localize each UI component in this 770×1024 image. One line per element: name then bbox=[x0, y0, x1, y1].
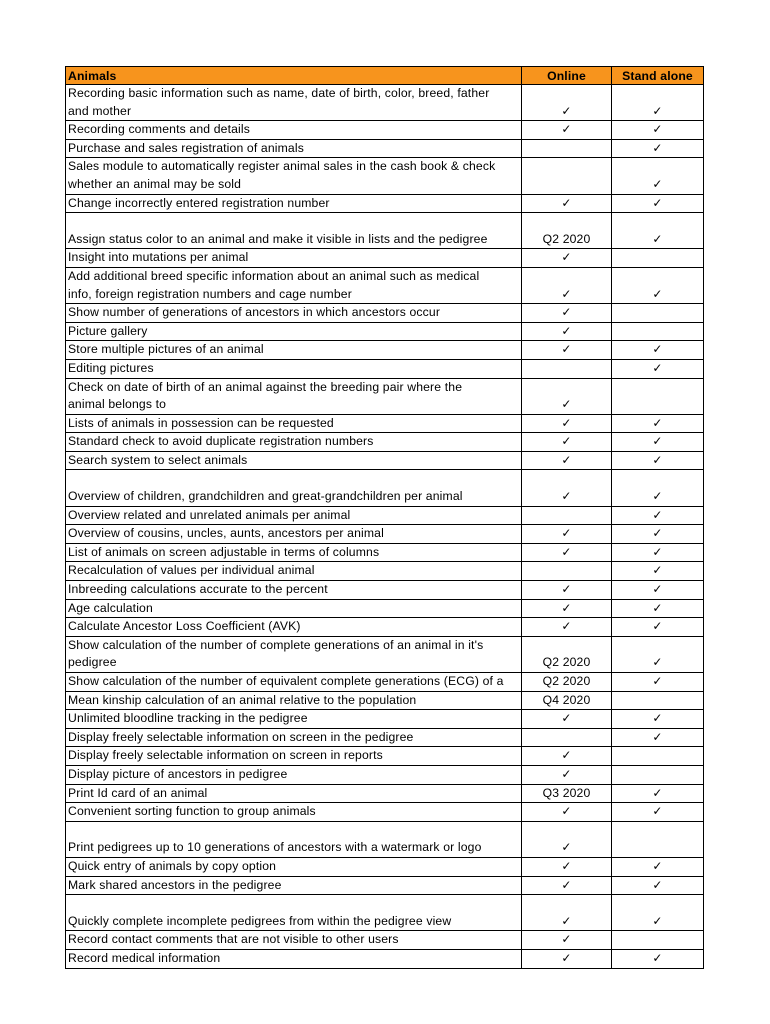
feature-cell: Inbreeding calculations accurate to the percent bbox=[66, 581, 522, 600]
table-row bbox=[66, 710, 704, 729]
online-cell: ✓ bbox=[522, 618, 612, 637]
standalone-cell: ✓ bbox=[612, 341, 704, 360]
table-row bbox=[66, 765, 704, 784]
online-cell: ✓ bbox=[522, 599, 612, 618]
online-cell: Q3 2020 bbox=[522, 784, 612, 803]
table-row bbox=[66, 414, 704, 433]
table-row bbox=[66, 949, 704, 968]
online-cell bbox=[522, 158, 612, 194]
table-row bbox=[66, 378, 704, 414]
header-row bbox=[66, 67, 704, 85]
feature-cell: Show number of generations of ancestors in which ancestors occur bbox=[66, 304, 522, 323]
standalone-cell: ✓ bbox=[612, 857, 704, 876]
standalone-cell: ✓ bbox=[612, 599, 704, 618]
standalone-cell: ✓ bbox=[612, 895, 704, 931]
feature-cell: Print Id card of an animal bbox=[66, 784, 522, 803]
feature-cell: Mark shared ancestors in the pedigree bbox=[66, 876, 522, 895]
table-row bbox=[66, 618, 704, 637]
standalone-cell: ✓ bbox=[612, 85, 704, 121]
standalone-cell: ✓ bbox=[612, 562, 704, 581]
table-row bbox=[66, 821, 704, 857]
table-row bbox=[66, 895, 704, 931]
standalone-cell: ✓ bbox=[612, 784, 704, 803]
online-cell: ✓ bbox=[522, 414, 612, 433]
feature-cell: Picture gallery bbox=[66, 322, 522, 341]
standalone-cell bbox=[612, 378, 704, 414]
online-cell: ✓ bbox=[522, 765, 612, 784]
online-cell bbox=[522, 139, 612, 158]
online-cell: ✓ bbox=[522, 821, 612, 857]
online-cell: ✓ bbox=[522, 931, 612, 950]
header-standalone: Stand alone bbox=[612, 67, 704, 85]
feature-cell: Age calculation bbox=[66, 599, 522, 618]
table-row bbox=[66, 451, 704, 470]
standalone-cell: ✓ bbox=[612, 728, 704, 747]
table-row bbox=[66, 599, 704, 618]
feature-cell: Display freely selectable information on screen in the pedigree bbox=[66, 728, 522, 747]
feature-cell: Show calculation of the number of equivalent complete generations (ECG) of a bbox=[66, 673, 522, 692]
online-cell bbox=[522, 506, 612, 525]
table-row bbox=[66, 747, 704, 766]
feature-cell: Record medical information bbox=[66, 949, 522, 968]
online-cell: ✓ bbox=[522, 803, 612, 822]
online-cell: Q2 2020 bbox=[522, 636, 612, 672]
online-cell: ✓ bbox=[522, 581, 612, 600]
online-cell: ✓ bbox=[522, 451, 612, 470]
standalone-cell: ✓ bbox=[612, 636, 704, 672]
standalone-cell: ✓ bbox=[612, 451, 704, 470]
feature-cell: Search system to select animals bbox=[66, 451, 522, 470]
feature-cell: Check on date of birth of an animal against the breeding pair where the animal belongs to bbox=[66, 378, 522, 414]
table-row bbox=[66, 931, 704, 950]
standalone-cell bbox=[612, 821, 704, 857]
standalone-cell: ✓ bbox=[612, 359, 704, 378]
standalone-cell: ✓ bbox=[612, 470, 704, 506]
table-row bbox=[66, 470, 704, 506]
standalone-cell: ✓ bbox=[612, 213, 704, 249]
standalone-cell: ✓ bbox=[612, 618, 704, 637]
standalone-cell: ✓ bbox=[612, 581, 704, 600]
standalone-cell bbox=[612, 931, 704, 950]
feature-cell: Unlimited bloodline tracking in the pedigree bbox=[66, 710, 522, 729]
standalone-cell: ✓ bbox=[612, 506, 704, 525]
online-cell bbox=[522, 728, 612, 747]
standalone-cell bbox=[612, 691, 704, 710]
table-row bbox=[66, 857, 704, 876]
standalone-cell: ✓ bbox=[612, 139, 704, 158]
standalone-cell: ✓ bbox=[612, 433, 704, 452]
online-cell: ✓ bbox=[522, 876, 612, 895]
table-row bbox=[66, 322, 704, 341]
standalone-cell: ✓ bbox=[612, 876, 704, 895]
table-row bbox=[66, 267, 704, 303]
online-cell bbox=[522, 359, 612, 378]
table-row bbox=[66, 213, 704, 249]
online-cell: Q2 2020 bbox=[522, 213, 612, 249]
table-row bbox=[66, 359, 704, 378]
table-row bbox=[66, 728, 704, 747]
header-online: Online bbox=[522, 67, 612, 85]
feature-cell: Overview of cousins, uncles, aunts, ancestors per animal bbox=[66, 525, 522, 544]
online-cell: ✓ bbox=[522, 341, 612, 360]
table-row bbox=[66, 194, 704, 213]
table-row bbox=[66, 543, 704, 562]
table-row bbox=[66, 139, 704, 158]
table-row bbox=[66, 525, 704, 544]
standalone-cell bbox=[612, 304, 704, 323]
standalone-cell: ✓ bbox=[612, 414, 704, 433]
online-cell: ✓ bbox=[522, 525, 612, 544]
online-cell: ✓ bbox=[522, 121, 612, 140]
table-row bbox=[66, 803, 704, 822]
online-cell: ✓ bbox=[522, 895, 612, 931]
online-cell: ✓ bbox=[522, 543, 612, 562]
feature-cell: Change incorrectly entered registration number bbox=[66, 194, 522, 213]
table-row bbox=[66, 784, 704, 803]
online-cell: ✓ bbox=[522, 249, 612, 268]
table-row bbox=[66, 304, 704, 323]
standalone-cell: ✓ bbox=[612, 267, 704, 303]
feature-cell: Mean kinship calculation of an animal relative to the population bbox=[66, 691, 522, 710]
standalone-cell: ✓ bbox=[612, 949, 704, 968]
feature-cell: Convenient sorting function to group animals bbox=[66, 803, 522, 822]
table-row bbox=[66, 506, 704, 525]
feature-cell: Assign status color to an animal and make it visible in lists and the pedigree bbox=[66, 213, 522, 249]
standalone-cell bbox=[612, 322, 704, 341]
table-row bbox=[66, 85, 704, 121]
feature-cell: Quickly complete incomplete pedigrees from within the pedigree view bbox=[66, 895, 522, 931]
online-cell: ✓ bbox=[522, 194, 612, 213]
feature-cell: Lists of animals in possession can be requested bbox=[66, 414, 522, 433]
feature-cell: Standard check to avoid duplicate registration numbers bbox=[66, 433, 522, 452]
table-row bbox=[66, 249, 704, 268]
feature-cell: Calculate Ancestor Loss Coefficient (AVK) bbox=[66, 618, 522, 637]
feature-cell: Overview related and unrelated animals per animal bbox=[66, 506, 522, 525]
online-cell: ✓ bbox=[522, 267, 612, 303]
feature-cell: Record contact comments that are not visible to other users bbox=[66, 931, 522, 950]
standalone-cell: ✓ bbox=[612, 710, 704, 729]
feature-cell: Add additional breed specific information about an animal such as medical info, foreign registration numbers and cage number bbox=[66, 267, 522, 303]
table-row bbox=[66, 158, 704, 194]
online-cell: ✓ bbox=[522, 747, 612, 766]
standalone-cell: ✓ bbox=[612, 121, 704, 140]
table-row bbox=[66, 562, 704, 581]
standalone-cell: ✓ bbox=[612, 673, 704, 692]
feature-cell: Overview of children, grandchildren and great-grandchildren per animal bbox=[66, 470, 522, 506]
standalone-cell bbox=[612, 249, 704, 268]
feature-cell: Sales module to automatically register animal sales in the cash book & check whether an animal may be sold bbox=[66, 158, 522, 194]
feature-cell: Quick entry of animals by copy option bbox=[66, 857, 522, 876]
table-row bbox=[66, 121, 704, 140]
standalone-cell: ✓ bbox=[612, 525, 704, 544]
online-cell: Q2 2020 bbox=[522, 673, 612, 692]
feature-comparison-table bbox=[65, 66, 704, 969]
online-cell: Q4 2020 bbox=[522, 691, 612, 710]
table-row bbox=[66, 691, 704, 710]
feature-cell: Display freely selectable information on screen in reports bbox=[66, 747, 522, 766]
online-cell: ✓ bbox=[522, 433, 612, 452]
standalone-cell: ✓ bbox=[612, 158, 704, 194]
feature-cell: Store multiple pictures of an animal bbox=[66, 341, 522, 360]
online-cell: ✓ bbox=[522, 710, 612, 729]
online-cell: ✓ bbox=[522, 857, 612, 876]
feature-cell: List of animals on screen adjustable in terms of columns bbox=[66, 543, 522, 562]
table-row bbox=[66, 341, 704, 360]
standalone-cell: ✓ bbox=[612, 194, 704, 213]
header-animals: Animals bbox=[66, 67, 522, 85]
table-row bbox=[66, 581, 704, 600]
feature-cell: Insight into mutations per animal bbox=[66, 249, 522, 268]
online-cell: ✓ bbox=[522, 304, 612, 323]
table-row bbox=[66, 673, 704, 692]
online-cell bbox=[522, 562, 612, 581]
online-cell: ✓ bbox=[522, 949, 612, 968]
online-cell: ✓ bbox=[522, 378, 612, 414]
table-row bbox=[66, 433, 704, 452]
online-cell: ✓ bbox=[522, 322, 612, 341]
feature-cell: Display picture of ancestors in pedigree bbox=[66, 765, 522, 784]
table-row bbox=[66, 876, 704, 895]
feature-cell: Recording comments and details bbox=[66, 121, 522, 140]
feature-cell: Editing pictures bbox=[66, 359, 522, 378]
standalone-cell: ✓ bbox=[612, 543, 704, 562]
feature-cell: Purchase and sales registration of animals bbox=[66, 139, 522, 158]
feature-cell: Print pedigrees up to 10 generations of ancestors with a watermark or logo bbox=[66, 821, 522, 857]
standalone-cell: ✓ bbox=[612, 803, 704, 822]
online-cell: ✓ bbox=[522, 85, 612, 121]
standalone-cell bbox=[612, 747, 704, 766]
online-cell: ✓ bbox=[522, 470, 612, 506]
feature-cell: Recording basic information such as name, date of birth, color, breed, father and mother bbox=[66, 85, 522, 121]
table-row bbox=[66, 636, 704, 672]
feature-cell: Show calculation of the number of complete generations of an animal in it's pedigree bbox=[66, 636, 522, 672]
standalone-cell bbox=[612, 765, 704, 784]
feature-cell: Recalculation of values per individual animal bbox=[66, 562, 522, 581]
